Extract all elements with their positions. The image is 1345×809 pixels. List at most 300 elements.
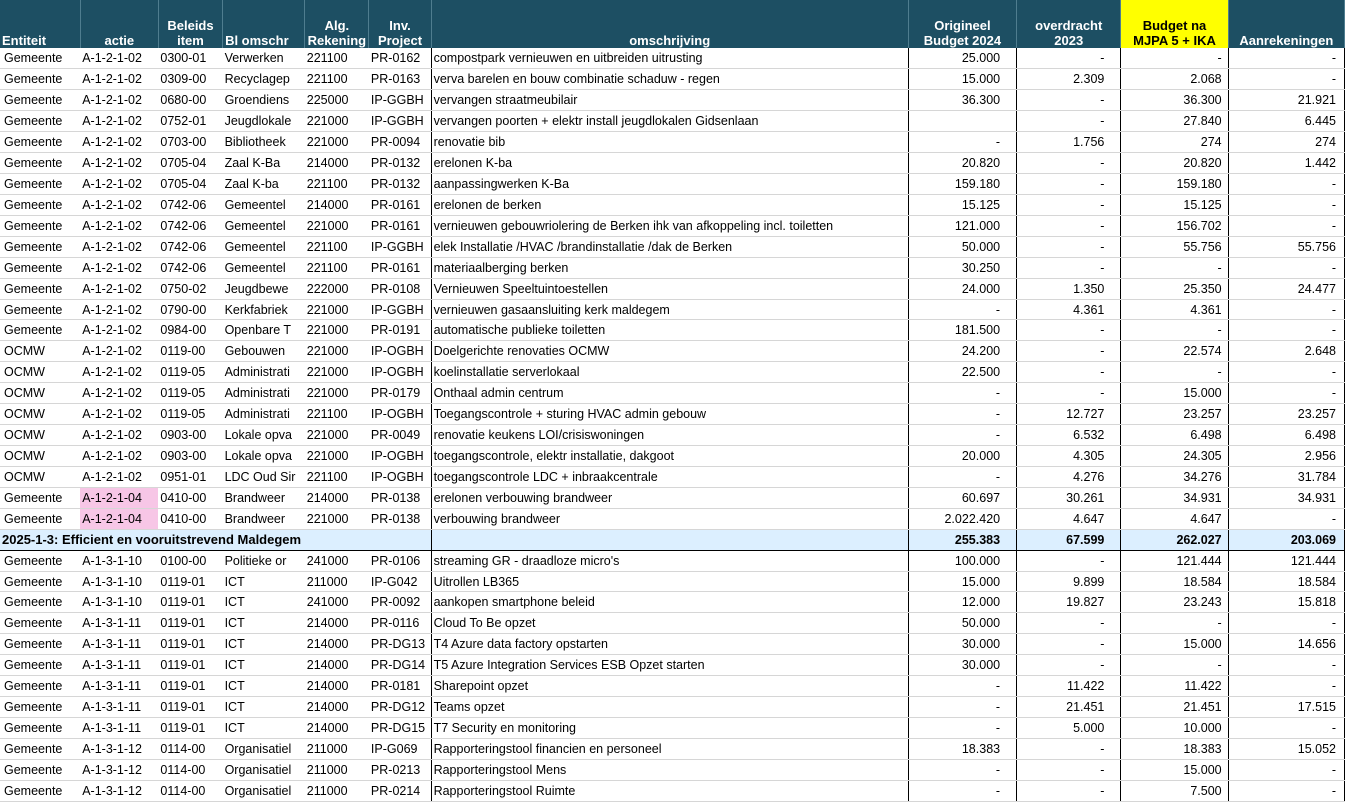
cell-aanrekeningen[interactable]: 6.498 — [1228, 425, 1344, 446]
cell-aanrekeningen[interactable]: - — [1228, 48, 1344, 69]
cell-omschrijving[interactable]: automatische publieke toiletten — [431, 320, 908, 341]
cell-origineel-budget[interactable]: - — [908, 404, 1016, 425]
cell-beleidsitem[interactable]: 0119-01 — [158, 634, 222, 655]
cell-beleidsitem[interactable]: 0680-00 — [158, 90, 222, 111]
section-omschrijving-cell[interactable] — [431, 529, 908, 550]
cell-beleidsitem[interactable]: 0119-01 — [158, 592, 222, 613]
cell-inv-project[interactable]: IP-OGBH — [369, 466, 431, 487]
cell-overdracht[interactable]: - — [1017, 738, 1121, 759]
cell-actie[interactable]: A-1-2-1-02 — [80, 341, 158, 362]
cell-bl-omschr[interactable]: Organisatiel — [223, 759, 305, 780]
cell-beleidsitem[interactable]: 0984-00 — [158, 320, 222, 341]
cell-aanrekeningen[interactable]: 31.784 — [1228, 466, 1344, 487]
cell-beleidsitem[interactable]: 0951-01 — [158, 466, 222, 487]
cell-actie[interactable]: A-1-2-1-02 — [80, 466, 158, 487]
cell-aanrekeningen[interactable]: - — [1228, 299, 1344, 320]
cell-aanrekeningen[interactable]: - — [1228, 215, 1344, 236]
cell-aanrekeningen[interactable]: - — [1228, 676, 1344, 697]
col-header-origineel-budget[interactable]: Origineel Budget 2024 — [908, 0, 1016, 48]
cell-origineel-budget[interactable]: 121.000 — [908, 215, 1016, 236]
cell-aanrekeningen[interactable]: - — [1228, 780, 1344, 801]
cell-inv-project[interactable]: PR-DG14 — [369, 655, 431, 676]
cell-omschrijving[interactable]: erelonen verbouwing brandweer — [431, 487, 908, 508]
cell-entiteit[interactable]: Gemeente — [0, 676, 80, 697]
cell-actie[interactable]: A-1-2-1-02 — [80, 194, 158, 215]
section-total-aanrekeningen[interactable]: 203.069 — [1228, 529, 1344, 550]
cell-bl-omschr[interactable]: Organisatiel — [223, 780, 305, 801]
cell-overdracht[interactable]: - — [1017, 383, 1121, 404]
cell-omschrijving[interactable]: verbouwing brandweer — [431, 508, 908, 529]
cell-omschrijving[interactable]: vervangen poorten + elektr install jeugdlokalen Gidsenlaan — [431, 111, 908, 132]
cell-entiteit[interactable]: Gemeente — [0, 153, 80, 174]
cell-inv-project[interactable]: PR-0191 — [369, 320, 431, 341]
cell-beleidsitem[interactable]: 0705-04 — [158, 153, 222, 174]
cell-overdracht[interactable]: 1.756 — [1017, 132, 1121, 153]
cell-beleidsitem[interactable]: 0119-05 — [158, 404, 222, 425]
cell-alg-rekening[interactable]: 211000 — [305, 738, 369, 759]
cell-actie[interactable]: A-1-3-1-11 — [80, 718, 158, 739]
cell-omschrijving[interactable]: elek Installatie /HVAC /brandinstallatie /dak de Berken — [431, 236, 908, 257]
cell-entiteit[interactable]: Gemeente — [0, 194, 80, 215]
cell-inv-project[interactable]: PR-0161 — [369, 194, 431, 215]
cell-inv-project[interactable]: PR-0181 — [369, 676, 431, 697]
cell-overdracht[interactable]: - — [1017, 90, 1121, 111]
cell-alg-rekening[interactable]: 214000 — [305, 487, 369, 508]
cell-aanrekeningen[interactable]: 34.931 — [1228, 487, 1344, 508]
cell-alg-rekening[interactable]: 221000 — [305, 446, 369, 467]
cell-aanrekeningen[interactable]: - — [1228, 655, 1344, 676]
cell-entiteit[interactable]: Gemeente — [0, 236, 80, 257]
col-header-aanrekeningen[interactable]: Aanrekeningen — [1228, 0, 1344, 48]
cell-origineel-budget[interactable]: 100.000 — [908, 550, 1016, 571]
cell-aanrekeningen[interactable]: 55.756 — [1228, 236, 1344, 257]
cell-actie[interactable]: A-1-2-1-02 — [80, 257, 158, 278]
cell-alg-rekening[interactable]: 221000 — [305, 299, 369, 320]
cell-bl-omschr[interactable]: Bibliotheek — [223, 132, 305, 153]
cell-actie[interactable]: A-1-2-1-02 — [80, 132, 158, 153]
cell-bl-omschr[interactable]: Gemeentel — [223, 257, 305, 278]
cell-beleidsitem[interactable]: 0742-06 — [158, 194, 222, 215]
cell-beleidsitem[interactable]: 0114-00 — [158, 759, 222, 780]
cell-origineel-budget[interactable]: 15.125 — [908, 194, 1016, 215]
cell-aanrekeningen[interactable]: - — [1228, 174, 1344, 195]
cell-origineel-budget[interactable]: - — [908, 718, 1016, 739]
cell-actie[interactable]: A-1-2-1-02 — [80, 404, 158, 425]
col-header-beleidsitem[interactable]: Beleids item — [158, 0, 222, 48]
cell-omschrijving[interactable]: T4 Azure data factory opstarten — [431, 634, 908, 655]
section-total-overdracht[interactable]: 67.599 — [1017, 529, 1121, 550]
cell-omschrijving[interactable]: Cloud To Be opzet — [431, 613, 908, 634]
cell-bl-omschr[interactable]: Administrati — [223, 404, 305, 425]
cell-entiteit[interactable]: Gemeente — [0, 550, 80, 571]
cell-bl-omschr[interactable]: Gemeentel — [223, 215, 305, 236]
cell-alg-rekening[interactable]: 221100 — [305, 69, 369, 90]
cell-bl-omschr[interactable]: Gemeentel — [223, 194, 305, 215]
cell-alg-rekening[interactable]: 225000 — [305, 90, 369, 111]
cell-origineel-budget[interactable]: 36.300 — [908, 90, 1016, 111]
cell-alg-rekening[interactable]: 214000 — [305, 613, 369, 634]
cell-entiteit[interactable]: Gemeente — [0, 48, 80, 69]
cell-alg-rekening[interactable]: 211000 — [305, 571, 369, 592]
cell-actie[interactable]: A-1-2-1-02 — [80, 48, 158, 69]
cell-alg-rekening[interactable]: 221100 — [305, 174, 369, 195]
cell-beleidsitem[interactable]: 0119-01 — [158, 655, 222, 676]
cell-inv-project[interactable]: PR-0116 — [369, 613, 431, 634]
cell-budget-na[interactable]: 22.574 — [1121, 341, 1228, 362]
cell-entiteit[interactable]: Gemeente — [0, 634, 80, 655]
cell-overdracht[interactable]: - — [1017, 780, 1121, 801]
cell-beleidsitem[interactable]: 0903-00 — [158, 425, 222, 446]
cell-overdracht[interactable]: 2.309 — [1017, 69, 1121, 90]
cell-origineel-budget[interactable]: 24.000 — [908, 278, 1016, 299]
cell-entiteit[interactable]: OCMW — [0, 446, 80, 467]
cell-entiteit[interactable]: Gemeente — [0, 613, 80, 634]
cell-overdracht[interactable]: - — [1017, 153, 1121, 174]
cell-omschrijving[interactable]: Rapporteringstool Ruimte — [431, 780, 908, 801]
cell-actie[interactable]: A-1-3-1-12 — [80, 780, 158, 801]
cell-entiteit[interactable]: Gemeente — [0, 215, 80, 236]
cell-overdracht[interactable]: 19.827 — [1017, 592, 1121, 613]
cell-inv-project[interactable]: PR-0049 — [369, 425, 431, 446]
cell-omschrijving[interactable]: vervangen straatmeubilair — [431, 90, 908, 111]
cell-budget-na[interactable]: 15.000 — [1121, 383, 1228, 404]
cell-beleidsitem[interactable]: 0119-05 — [158, 383, 222, 404]
cell-inv-project[interactable]: PR-0106 — [369, 550, 431, 571]
cell-alg-rekening[interactable]: 221000 — [305, 111, 369, 132]
cell-alg-rekening[interactable]: 241000 — [305, 550, 369, 571]
cell-actie[interactable]: A-1-3-1-12 — [80, 759, 158, 780]
cell-inv-project[interactable]: PR-0179 — [369, 383, 431, 404]
cell-actie[interactable]: A-1-2-1-02 — [80, 69, 158, 90]
cell-origineel-budget[interactable]: - — [908, 780, 1016, 801]
cell-overdracht[interactable]: 30.261 — [1017, 487, 1121, 508]
cell-omschrijving[interactable]: Onthaal admin centrum — [431, 383, 908, 404]
cell-inv-project[interactable]: IP-GGBH — [369, 111, 431, 132]
cell-bl-omschr[interactable]: ICT — [223, 634, 305, 655]
cell-actie[interactable]: A-1-3-1-12 — [80, 738, 158, 759]
col-header-overdracht[interactable]: overdracht 2023 — [1017, 0, 1121, 48]
cell-bl-omschr[interactable]: Jeugdbewe — [223, 278, 305, 299]
cell-budget-na[interactable]: 21.451 — [1121, 697, 1228, 718]
cell-inv-project[interactable]: PR-0162 — [369, 48, 431, 69]
cell-omschrijving[interactable]: erelonen K-ba — [431, 153, 908, 174]
cell-origineel-budget[interactable]: - — [908, 132, 1016, 153]
cell-beleidsitem[interactable]: 0119-01 — [158, 697, 222, 718]
cell-budget-na[interactable]: 34.931 — [1121, 487, 1228, 508]
cell-actie[interactable]: A-1-2-1-02 — [80, 153, 158, 174]
cell-budget-na[interactable]: 15.125 — [1121, 194, 1228, 215]
cell-beleidsitem[interactable]: 0742-06 — [158, 236, 222, 257]
cell-omschrijving[interactable]: aanpassingwerken K-Ba — [431, 174, 908, 195]
cell-aanrekeningen[interactable]: 121.444 — [1228, 550, 1344, 571]
cell-budget-na[interactable]: 15.000 — [1121, 634, 1228, 655]
cell-budget-na[interactable]: 34.276 — [1121, 466, 1228, 487]
cell-omschrijving[interactable]: streaming GR - draadloze micro's — [431, 550, 908, 571]
cell-alg-rekening[interactable]: 222000 — [305, 278, 369, 299]
cell-origineel-budget[interactable]: 159.180 — [908, 174, 1016, 195]
section-title[interactable]: 2025-1-3: Efficient en vooruitstrevend Maldegem — [0, 529, 431, 550]
cell-origineel-budget[interactable]: - — [908, 697, 1016, 718]
cell-bl-omschr[interactable]: Administrati — [223, 383, 305, 404]
col-header-inv-project[interactable]: Inv. Project — [369, 0, 431, 48]
cell-bl-omschr[interactable]: Openbare T — [223, 320, 305, 341]
cell-entiteit[interactable]: Gemeente — [0, 592, 80, 613]
cell-inv-project[interactable]: PR-0213 — [369, 759, 431, 780]
cell-bl-omschr[interactable]: ICT — [223, 592, 305, 613]
cell-inv-project[interactable]: PR-0161 — [369, 257, 431, 278]
cell-inv-project[interactable]: IP-G069 — [369, 738, 431, 759]
cell-aanrekeningen[interactable]: - — [1228, 194, 1344, 215]
cell-budget-na[interactable]: 20.820 — [1121, 153, 1228, 174]
cell-alg-rekening[interactable]: 214000 — [305, 697, 369, 718]
cell-beleidsitem[interactable]: 0119-01 — [158, 676, 222, 697]
cell-entiteit[interactable]: Gemeente — [0, 508, 80, 529]
cell-bl-omschr[interactable]: ICT — [223, 655, 305, 676]
cell-aanrekeningen[interactable]: - — [1228, 759, 1344, 780]
cell-budget-na[interactable]: 55.756 — [1121, 236, 1228, 257]
cell-omschrijving[interactable]: Rapporteringstool financien en personeel — [431, 738, 908, 759]
cell-overdracht[interactable]: 11.422 — [1017, 676, 1121, 697]
cell-overdracht[interactable]: - — [1017, 174, 1121, 195]
cell-omschrijving[interactable]: toegangscontrole LDC + inbraakcentrale — [431, 466, 908, 487]
cell-origineel-budget[interactable]: 22.500 — [908, 362, 1016, 383]
cell-bl-omschr[interactable]: Kerkfabriek — [223, 299, 305, 320]
cell-overdracht[interactable]: 9.899 — [1017, 571, 1121, 592]
cell-bl-omschr[interactable]: ICT — [223, 676, 305, 697]
cell-origineel-budget[interactable]: 20.000 — [908, 446, 1016, 467]
cell-origineel-budget[interactable]: 15.000 — [908, 571, 1016, 592]
cell-origineel-budget[interactable]: 24.200 — [908, 341, 1016, 362]
cell-overdracht[interactable]: 4.647 — [1017, 508, 1121, 529]
cell-budget-na[interactable]: 159.180 — [1121, 174, 1228, 195]
cell-entiteit[interactable]: Gemeente — [0, 111, 80, 132]
cell-actie[interactable]: A-1-3-1-11 — [80, 676, 158, 697]
cell-actie[interactable]: A-1-2-1-02 — [80, 299, 158, 320]
cell-aanrekeningen[interactable]: - — [1228, 508, 1344, 529]
cell-bl-omschr[interactable]: Organisatiel — [223, 738, 305, 759]
cell-budget-na[interactable]: 23.243 — [1121, 592, 1228, 613]
cell-alg-rekening[interactable]: 221100 — [305, 236, 369, 257]
cell-alg-rekening[interactable]: 221100 — [305, 404, 369, 425]
cell-alg-rekening[interactable]: 221000 — [305, 320, 369, 341]
cell-budget-na[interactable]: 6.498 — [1121, 425, 1228, 446]
cell-budget-na[interactable]: 15.000 — [1121, 759, 1228, 780]
cell-omschrijving[interactable]: aankopen smartphone beleid — [431, 592, 908, 613]
cell-entiteit[interactable]: Gemeente — [0, 90, 80, 111]
cell-budget-na[interactable]: 24.305 — [1121, 446, 1228, 467]
cell-entiteit[interactable]: Gemeente — [0, 257, 80, 278]
cell-alg-rekening[interactable]: 221000 — [305, 508, 369, 529]
cell-bl-omschr[interactable]: Recyclagep — [223, 69, 305, 90]
cell-beleidsitem[interactable]: 0119-01 — [158, 613, 222, 634]
cell-alg-rekening[interactable]: 241000 — [305, 592, 369, 613]
cell-origineel-budget[interactable]: - — [908, 299, 1016, 320]
cell-omschrijving[interactable]: vernieuwen gebouwriolering de Berken ihk van afkoppeling incl. toiletten — [431, 215, 908, 236]
cell-entiteit[interactable]: Gemeente — [0, 487, 80, 508]
cell-budget-na[interactable]: 11.422 — [1121, 676, 1228, 697]
cell-budget-na[interactable]: - — [1121, 48, 1228, 69]
cell-entiteit[interactable]: OCMW — [0, 383, 80, 404]
cell-bl-omschr[interactable]: Lokale opva — [223, 425, 305, 446]
cell-inv-project[interactable]: PR-0138 — [369, 487, 431, 508]
cell-actie[interactable]: A-1-3-1-11 — [80, 655, 158, 676]
cell-omschrijving[interactable]: Doelgerichte renovaties OCMW — [431, 341, 908, 362]
cell-actie[interactable]: A-1-2-1-02 — [80, 215, 158, 236]
cell-bl-omschr[interactable]: Jeugdlokale — [223, 111, 305, 132]
cell-bl-omschr[interactable]: Gemeentel — [223, 236, 305, 257]
cell-origineel-budget[interactable]: - — [908, 383, 1016, 404]
cell-entiteit[interactable]: Gemeente — [0, 278, 80, 299]
cell-origineel-budget[interactable]: 2.022.420 — [908, 508, 1016, 529]
cell-aanrekeningen[interactable]: 1.442 — [1228, 153, 1344, 174]
section-total-budget-na[interactable]: 262.027 — [1121, 529, 1228, 550]
cell-omschrijving[interactable]: T5 Azure Integration Services ESB Opzet starten — [431, 655, 908, 676]
cell-beleidsitem[interactable]: 0742-06 — [158, 215, 222, 236]
cell-actie[interactable]: A-1-2-1-02 — [80, 425, 158, 446]
cell-entiteit[interactable]: Gemeente — [0, 320, 80, 341]
cell-omschrijving[interactable]: Uitrollen LB365 — [431, 571, 908, 592]
cell-origineel-budget[interactable]: 15.000 — [908, 69, 1016, 90]
cell-inv-project[interactable]: PR-DG13 — [369, 634, 431, 655]
cell-beleidsitem[interactable]: 0114-00 — [158, 738, 222, 759]
cell-overdracht[interactable]: - — [1017, 48, 1121, 69]
cell-origineel-budget[interactable]: - — [908, 466, 1016, 487]
cell-alg-rekening[interactable]: 214000 — [305, 676, 369, 697]
cell-bl-omschr[interactable]: Gebouwen — [223, 341, 305, 362]
cell-omschrijving[interactable]: verva barelen en bouw combinatie schaduw - regen — [431, 69, 908, 90]
cell-bl-omschr[interactable]: Verwerken — [223, 48, 305, 69]
cell-inv-project[interactable]: PR-0214 — [369, 780, 431, 801]
cell-actie[interactable]: A-1-2-1-02 — [80, 383, 158, 404]
col-header-alg-rekening[interactable]: Alg. Rekening — [305, 0, 369, 48]
cell-bl-omschr[interactable]: ICT — [223, 613, 305, 634]
cell-entiteit[interactable]: OCMW — [0, 404, 80, 425]
cell-aanrekeningen[interactable]: 274 — [1228, 132, 1344, 153]
cell-beleidsitem[interactable]: 0703-00 — [158, 132, 222, 153]
cell-actie[interactable]: A-1-3-1-10 — [80, 571, 158, 592]
cell-beleidsitem[interactable]: 0119-01 — [158, 571, 222, 592]
cell-inv-project[interactable]: IP-GGBH — [369, 236, 431, 257]
cell-budget-na[interactable]: 25.350 — [1121, 278, 1228, 299]
cell-origineel-budget[interactable]: 30.250 — [908, 257, 1016, 278]
cell-beleidsitem[interactable]: 0119-01 — [158, 718, 222, 739]
cell-aanrekeningen[interactable]: 17.515 — [1228, 697, 1344, 718]
cell-overdracht[interactable]: 6.532 — [1017, 425, 1121, 446]
cell-beleidsitem[interactable]: 0742-06 — [158, 257, 222, 278]
cell-entiteit[interactable]: OCMW — [0, 341, 80, 362]
cell-origineel-budget[interactable]: 30.000 — [908, 634, 1016, 655]
cell-aanrekeningen[interactable]: - — [1228, 362, 1344, 383]
cell-actie[interactable]: A-1-2-1-02 — [80, 174, 158, 195]
cell-actie[interactable]: A-1-2-1-02 — [80, 362, 158, 383]
cell-alg-rekening[interactable]: 221000 — [305, 383, 369, 404]
cell-inv-project[interactable]: PR-0161 — [369, 215, 431, 236]
cell-aanrekeningen[interactable]: - — [1228, 613, 1344, 634]
cell-inv-project[interactable]: PR-0132 — [369, 153, 431, 174]
cell-omschrijving[interactable]: compostpark vernieuwen en uitbreiden uitrusting — [431, 48, 908, 69]
cell-inv-project[interactable]: PR-0132 — [369, 174, 431, 195]
cell-origineel-budget[interactable]: 25.000 — [908, 48, 1016, 69]
cell-overdracht[interactable]: 1.350 — [1017, 278, 1121, 299]
cell-entiteit[interactable]: Gemeente — [0, 759, 80, 780]
cell-aanrekeningen[interactable]: - — [1228, 257, 1344, 278]
cell-budget-na[interactable]: 18.383 — [1121, 738, 1228, 759]
cell-omschrijving[interactable]: Teams opzet — [431, 697, 908, 718]
cell-overdracht[interactable]: - — [1017, 341, 1121, 362]
cell-actie[interactable]: A-1-3-1-10 — [80, 550, 158, 571]
cell-alg-rekening[interactable]: 221000 — [305, 132, 369, 153]
cell-entiteit[interactable]: Gemeente — [0, 174, 80, 195]
cell-entiteit[interactable]: Gemeente — [0, 718, 80, 739]
cell-overdracht[interactable]: - — [1017, 194, 1121, 215]
cell-alg-rekening[interactable]: 214000 — [305, 718, 369, 739]
section-total-origineel[interactable]: 255.383 — [908, 529, 1016, 550]
cell-actie[interactable]: A-1-3-1-11 — [80, 697, 158, 718]
cell-bl-omschr[interactable]: Politieke or — [223, 550, 305, 571]
cell-aanrekeningen[interactable]: 2.648 — [1228, 341, 1344, 362]
cell-alg-rekening[interactable]: 214000 — [305, 153, 369, 174]
cell-bl-omschr[interactable]: Administrati — [223, 362, 305, 383]
cell-entiteit[interactable]: Gemeente — [0, 780, 80, 801]
cell-inv-project[interactable]: IP-OGBH — [369, 446, 431, 467]
cell-actie[interactable]: A-1-2-1-02 — [80, 446, 158, 467]
cell-entiteit[interactable]: Gemeente — [0, 571, 80, 592]
cell-budget-na[interactable]: 2.068 — [1121, 69, 1228, 90]
cell-bl-omschr[interactable]: ICT — [223, 718, 305, 739]
cell-budget-na[interactable]: - — [1121, 257, 1228, 278]
cell-omschrijving[interactable]: materiaalberging berken — [431, 257, 908, 278]
cell-alg-rekening[interactable]: 211000 — [305, 759, 369, 780]
cell-origineel-budget[interactable]: 181.500 — [908, 320, 1016, 341]
cell-alg-rekening[interactable]: 221000 — [305, 341, 369, 362]
cell-aanrekeningen[interactable]: 15.818 — [1228, 592, 1344, 613]
cell-origineel-budget[interactable]: 20.820 — [908, 153, 1016, 174]
cell-entiteit[interactable]: OCMW — [0, 362, 80, 383]
cell-inv-project[interactable]: PR-0163 — [369, 69, 431, 90]
cell-overdracht[interactable]: - — [1017, 236, 1121, 257]
cell-actie[interactable]: A-1-2-1-04 — [80, 508, 158, 529]
col-header-omschrijving[interactable]: omschrijving — [431, 0, 908, 48]
cell-budget-na[interactable]: 4.647 — [1121, 508, 1228, 529]
cell-overdracht[interactable]: - — [1017, 759, 1121, 780]
cell-aanrekeningen[interactable]: 2.956 — [1228, 446, 1344, 467]
col-header-entiteit[interactable]: Entiteit — [0, 0, 80, 48]
cell-omschrijving[interactable]: Rapporteringstool Mens — [431, 759, 908, 780]
cell-actie[interactable]: A-1-2-1-02 — [80, 236, 158, 257]
cell-overdracht[interactable]: 21.451 — [1017, 697, 1121, 718]
cell-origineel-budget[interactable] — [908, 111, 1016, 132]
cell-actie[interactable]: A-1-2-1-02 — [80, 278, 158, 299]
cell-budget-na[interactable]: 18.584 — [1121, 571, 1228, 592]
cell-bl-omschr[interactable]: Lokale opva — [223, 446, 305, 467]
cell-aanrekeningen[interactable]: 15.052 — [1228, 738, 1344, 759]
cell-inv-project[interactable]: IP-G042 — [369, 571, 431, 592]
cell-inv-project[interactable]: PR-DG12 — [369, 697, 431, 718]
cell-aanrekeningen[interactable]: 18.584 — [1228, 571, 1344, 592]
cell-inv-project[interactable]: IP-GGBH — [369, 299, 431, 320]
cell-overdracht[interactable]: 4.305 — [1017, 446, 1121, 467]
cell-beleidsitem[interactable]: 0410-00 — [158, 487, 222, 508]
cell-bl-omschr[interactable]: ICT — [223, 697, 305, 718]
cell-aanrekeningen[interactable]: 23.257 — [1228, 404, 1344, 425]
cell-alg-rekening[interactable]: 221100 — [305, 48, 369, 69]
cell-overdracht[interactable]: - — [1017, 550, 1121, 571]
cell-alg-rekening[interactable]: 214000 — [305, 655, 369, 676]
cell-omschrijving[interactable]: Vernieuwen Speeltuintoestellen — [431, 278, 908, 299]
cell-actie[interactable]: A-1-2-1-02 — [80, 90, 158, 111]
cell-alg-rekening[interactable]: 221000 — [305, 362, 369, 383]
cell-actie[interactable]: A-1-2-1-04 — [80, 487, 158, 508]
